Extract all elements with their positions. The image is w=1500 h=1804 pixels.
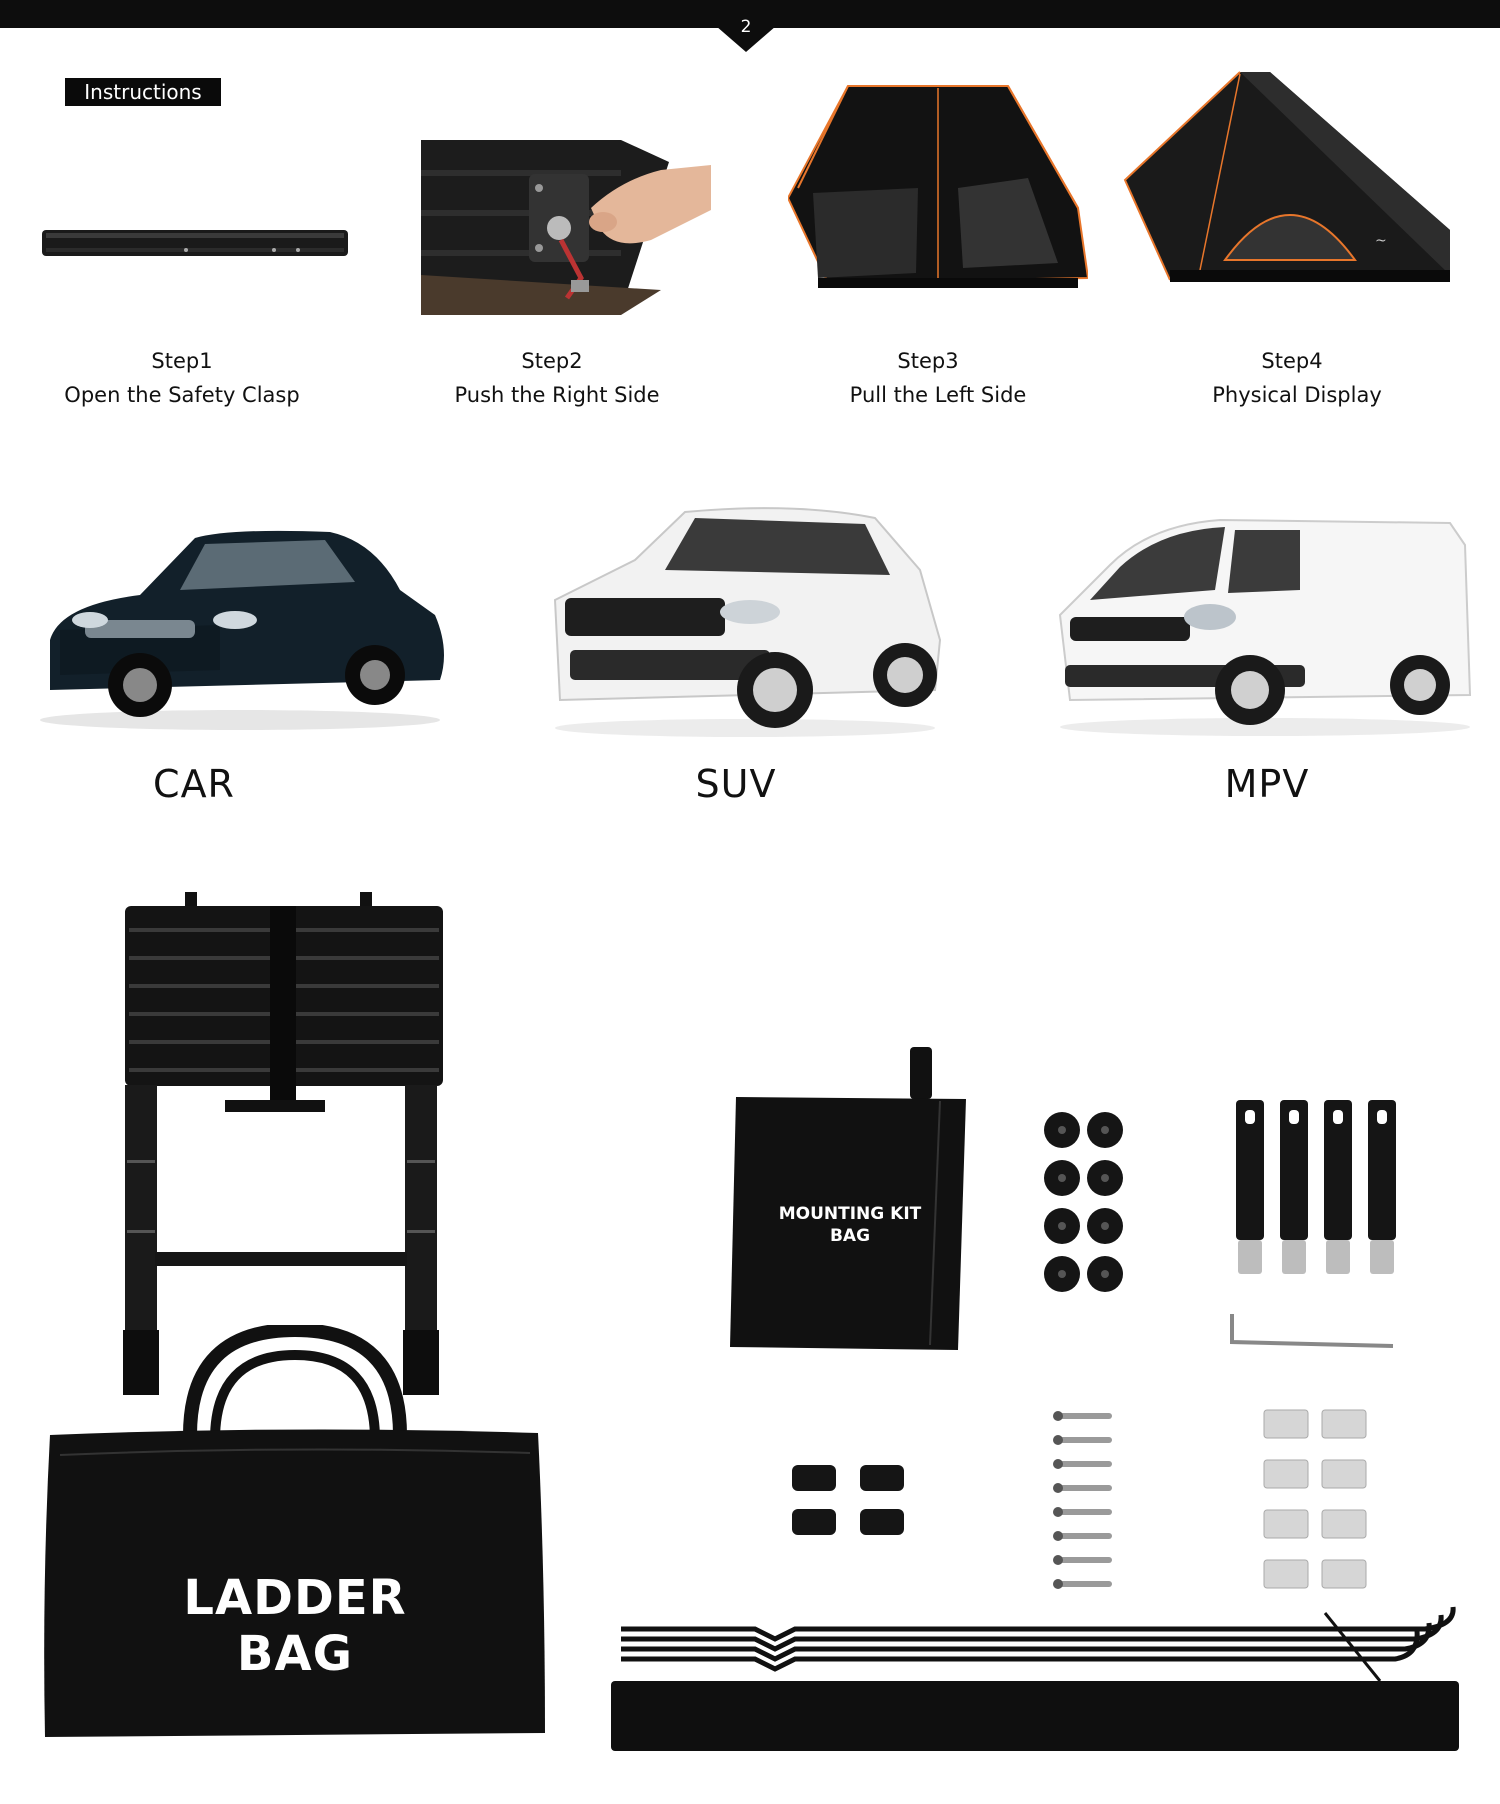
- car-label: CAR: [153, 762, 235, 806]
- step4-caption-block: [1132, 344, 1452, 412]
- step1-caption-block: [22, 344, 342, 412]
- mounting-kit-bag-label-line2: BAG: [829, 1226, 871, 1246]
- ladder-bag-label: LADDER BAG: [183, 1570, 407, 1682]
- rubber-pads-image: [790, 1463, 910, 1543]
- step1-closed-tent-image: [36, 220, 356, 270]
- svg-text:~: ~: [1375, 233, 1387, 249]
- star-knobs-image: [1040, 1108, 1130, 1298]
- step2-caption: Push the Right Side: [454, 383, 660, 407]
- mpv-label: MPV: [1224, 762, 1310, 806]
- ladder-bag-image: [40, 1325, 550, 1745]
- step3-title: Step3: [897, 349, 959, 373]
- mounting-kit-bag-label-line1: MOUNTING KIT: [778, 1204, 922, 1224]
- step3-tent-open-image: [788, 78, 1088, 298]
- suv-label: SUV: [695, 762, 777, 806]
- step1-title: Step1: [151, 349, 213, 373]
- instructions-badge: Instructions: [65, 78, 221, 106]
- page-number: 2: [740, 17, 752, 37]
- step4-caption: Physical Display: [1212, 383, 1382, 407]
- bolts-image: [1050, 1405, 1120, 1595]
- car-image: [30, 520, 450, 730]
- aluminium-clamps-image: [1262, 1408, 1372, 1598]
- step1-caption: Open the Safety Clasp: [64, 383, 300, 407]
- step3-caption-block: [768, 344, 1088, 412]
- support-rods-image: [605, 1595, 1465, 1755]
- step2-caption-block: [392, 344, 712, 412]
- step4-title: Step4: [1261, 349, 1323, 373]
- mounting-straps-image: [1230, 1098, 1410, 1278]
- step2-clasp-image: [421, 140, 711, 320]
- step3-caption: Pull the Left Side: [849, 383, 1027, 407]
- step2-title: Step2: [521, 349, 583, 373]
- mounting-kit-bag-text-block: [770, 1203, 930, 1247]
- mpv-image: [1050, 505, 1480, 740]
- telescopic-ladder-image: [115, 890, 450, 1400]
- suv-image: [545, 500, 945, 740]
- hex-key-image: [1228, 1310, 1398, 1350]
- mounting-kit-bag-image: [730, 1045, 970, 1355]
- step4-tent-display-image: [1120, 70, 1460, 290]
